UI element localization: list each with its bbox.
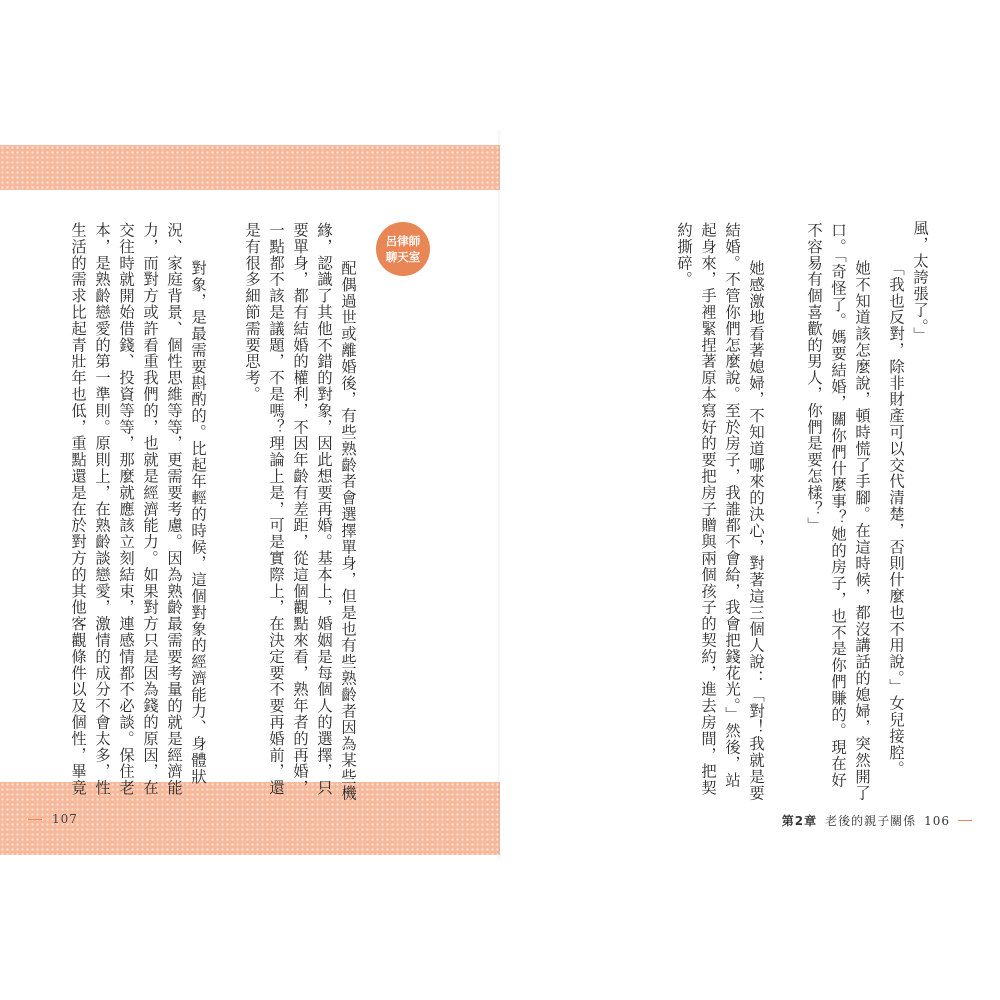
right-line-4: 口。「奇怪了。媽要結婚，關你們什麼事？她的房子，也不是你們賺的。現在好 xyxy=(829,222,847,789)
left-line-6: 對象，是最需要斟酌的。比起年輕的時候，這個對象的經濟能力、身體狀 xyxy=(189,260,207,785)
right-line-9: 約撕碎。 xyxy=(675,222,693,288)
left-page-number: 107 xyxy=(52,812,78,826)
left-line-5: 是有很多細節需要思考。 xyxy=(243,222,261,403)
left-footer xyxy=(28,812,78,826)
right-line-3: 她不知道該怎麼說，頓時慌了手腳。在這時候，都沒講話的媳婦，突然開了 xyxy=(853,260,871,802)
left-line-2: 緣，認識了其他不錯的對象，因此想要再婚。基本上，婚姻是每個人的選擇，只 xyxy=(315,222,333,796)
badge-line-1: 呂律師 xyxy=(385,234,421,248)
chapter-label: 第2章 xyxy=(781,814,818,828)
right-line-5: 不容易有個喜歡的男人，你們是要怎樣？」 xyxy=(805,222,823,534)
right-line-7: 結婚。不管你們怎麼說。至於房子，我誰都不會給，我會把錢花光。」然後，站 xyxy=(723,222,741,789)
footer-dash-right xyxy=(958,820,972,821)
left-line-9: 交往時就開始借錢、投資等等，那麼就應該立刻結束，連感情都不必談。保住老 xyxy=(117,222,135,796)
footer-dash-left xyxy=(28,819,42,820)
right-footer xyxy=(782,812,972,829)
right-page-number: 106 xyxy=(924,813,950,828)
right-line-2: 「我也反對，除非財產可以交代清楚，否則什麼也不用說。」女兒接腔。 xyxy=(887,260,905,778)
left-line-11: 生活的需求比起青壯年也低，重點還是在於對方的其他客觀條件以及個性，畢竟 xyxy=(69,222,87,796)
left-line-8: 力，而對方或許看重我們的，也就是經濟能力。如果對方只是因為錢的原因，在 xyxy=(141,222,159,796)
right-line-6: 她感激地看著媳婦，不知道哪來的決心，對著這三個人說：「對！我就是要 xyxy=(747,260,765,802)
left-line-7: 況、家庭背景、個性思維等等，更需要考慮。因為熟齡最需要考量的就是經濟能 xyxy=(165,222,183,796)
decorative-band-top xyxy=(0,145,500,190)
lawyer-chatroom-badge xyxy=(376,222,430,276)
left-line-1: 配偶過世或離婚後，有些熟齡者會選擇單身，但是也有些熟齡者因為某些機 xyxy=(339,260,357,802)
right-line-8: 起身來，手裡緊捏著原本寫好的要把房子贈與兩個孩子的契約，進去房間，把契 xyxy=(699,222,717,796)
badge-line-2: 聊天室 xyxy=(385,250,421,264)
chapter-title: 老後的親子關係 xyxy=(825,814,917,828)
left-line-10: 本，是熟齡戀愛的第一準則。原則上，在熟齡談戀愛，激情的成分不會太多，性 xyxy=(93,222,111,796)
page-gutter xyxy=(498,130,502,860)
left-line-3: 要單身，都有結婚的權利，不因年齡有差距，從這個觀點來看，熟年者的再婚， xyxy=(291,222,309,796)
left-line-4: 一點都不該是議題，不是嗎？理論上是，可是實際上，在決定要不要再婚前，還 xyxy=(267,222,285,796)
right-line-1: 風，太誇張了。」 xyxy=(911,220,929,344)
